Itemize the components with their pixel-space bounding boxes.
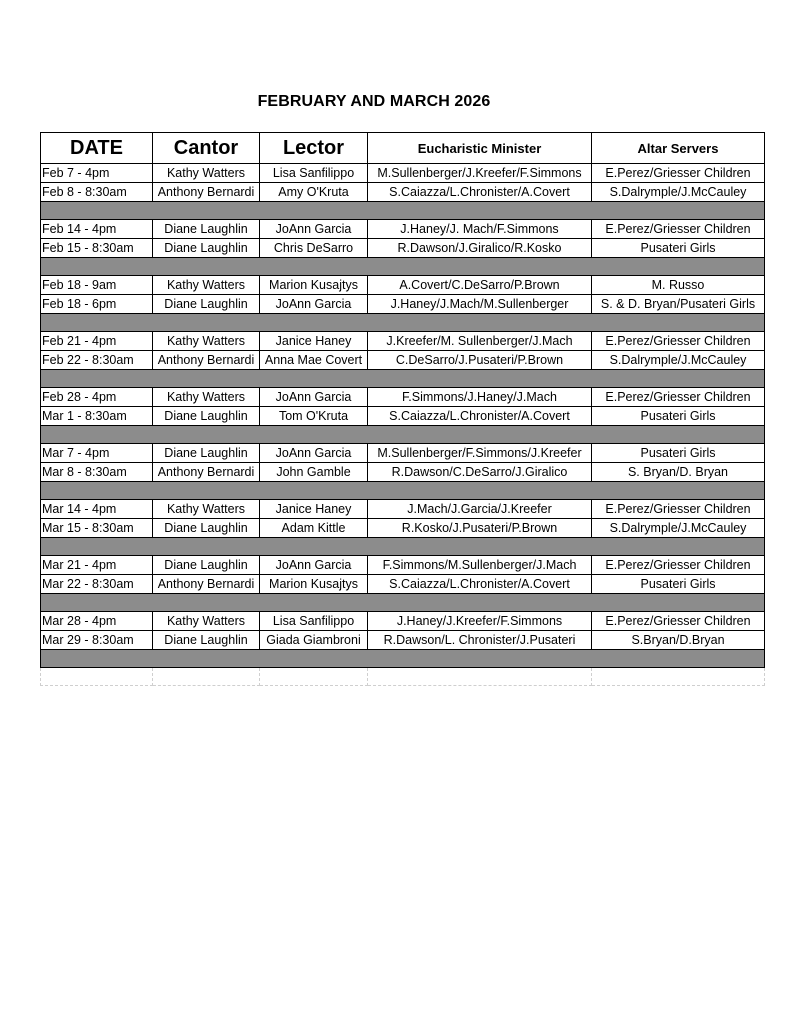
date-cell: Mar 21 - 4pm xyxy=(41,556,153,575)
table-row xyxy=(41,239,765,258)
date-cell: Feb 14 - 4pm xyxy=(41,220,153,239)
cantor-cell: Anthony Bernardi xyxy=(153,351,260,370)
table-row xyxy=(41,519,765,538)
altar-servers-cell: Pusateri Girls xyxy=(592,239,765,258)
cantor-cell: Kathy Watters xyxy=(153,500,260,519)
cantor-cell: Diane Laughlin xyxy=(153,239,260,258)
eucharistic-minister-cell: F.Simmons/M.Sullenberger/J.Mach xyxy=(368,556,592,575)
date-cell: Mar 1 - 8:30am xyxy=(41,407,153,426)
cantor-cell: Diane Laughlin xyxy=(153,407,260,426)
altar-servers-cell: Pusateri Girls xyxy=(592,444,765,463)
cantor-cell: Kathy Watters xyxy=(153,332,260,351)
lector-cell: John Gamble xyxy=(260,463,368,482)
altar-servers-cell: S.Bryan/D.Bryan xyxy=(592,631,765,650)
header-date: DATE xyxy=(41,133,153,164)
separator-row xyxy=(41,538,765,556)
altar-servers-cell: S. & D. Bryan/Pusateri Girls xyxy=(592,295,765,314)
date-cell: Feb 22 - 8:30am xyxy=(41,351,153,370)
table-row xyxy=(41,388,765,407)
altar-servers-cell: Pusateri Girls xyxy=(592,575,765,594)
separator-row xyxy=(41,202,765,220)
eucharistic-minister-cell: J.Haney/J.Mach/M.Sullenberger xyxy=(368,295,592,314)
cantor-cell: Anthony Bernardi xyxy=(153,575,260,594)
table-row xyxy=(41,183,765,202)
eucharistic-minister-cell: C.DeSarro/J.Pusateri/P.Brown xyxy=(368,351,592,370)
header-cantor: Cantor xyxy=(153,133,260,164)
eucharistic-minister-cell: R.Dawson/L. Chronister/J.Pusateri xyxy=(368,631,592,650)
header-lector: Lector xyxy=(260,133,368,164)
lector-cell: JoAnn Garcia xyxy=(260,388,368,407)
lector-cell: Chris DeSarro xyxy=(260,239,368,258)
table-row xyxy=(41,500,765,519)
date-cell: Feb 28 - 4pm xyxy=(41,388,153,407)
cantor-cell: Diane Laughlin xyxy=(153,220,260,239)
cantor-cell: Diane Laughlin xyxy=(153,444,260,463)
table-row xyxy=(41,407,765,426)
lector-cell: Anna Mae Covert xyxy=(260,351,368,370)
altar-servers-cell: M. Russo xyxy=(592,276,765,295)
header-altar-servers: Altar Servers xyxy=(592,133,765,164)
lector-cell: Tom O'Kruta xyxy=(260,407,368,426)
empty-row xyxy=(41,668,765,686)
date-cell: Mar 8 - 8:30am xyxy=(41,463,153,482)
eucharistic-minister-cell: J.Mach/J.Garcia/J.Kreefer xyxy=(368,500,592,519)
altar-servers-cell: E.Perez/Griesser Children xyxy=(592,164,765,183)
date-cell: Feb 8 - 8:30am xyxy=(41,183,153,202)
separator-row xyxy=(41,594,765,612)
table-row xyxy=(41,575,765,594)
separator-row xyxy=(41,650,765,668)
table-row xyxy=(41,612,765,631)
eucharistic-minister-cell: J.Haney/J. Mach/F.Simmons xyxy=(368,220,592,239)
schedule-table xyxy=(40,132,765,686)
date-cell: Mar 15 - 8:30am xyxy=(41,519,153,538)
header-row xyxy=(41,133,765,164)
lector-cell: JoAnn Garcia xyxy=(260,295,368,314)
altar-servers-cell: S.Dalrymple/J.McCauley xyxy=(592,519,765,538)
date-cell: Mar 14 - 4pm xyxy=(41,500,153,519)
lector-cell: Adam Kittle xyxy=(260,519,368,538)
eucharistic-minister-cell: A.Covert/C.DeSarro/P.Brown xyxy=(368,276,592,295)
eucharistic-minister-cell: M.Sullenberger/J.Kreefer/F.Simmons xyxy=(368,164,592,183)
lector-cell: Marion Kusajtys xyxy=(260,276,368,295)
eucharistic-minister-cell: S.Caiazza/L.Chronister/A.Covert xyxy=(368,407,592,426)
altar-servers-cell: E.Perez/Griesser Children xyxy=(592,220,765,239)
cantor-cell: Diane Laughlin xyxy=(153,295,260,314)
altar-servers-cell: E.Perez/Griesser Children xyxy=(592,388,765,407)
altar-servers-cell: E.Perez/Griesser Children xyxy=(592,500,765,519)
separator-row xyxy=(41,426,765,444)
eucharistic-minister-cell: S.Caiazza/L.Chronister/A.Covert xyxy=(368,575,592,594)
lector-cell: Amy O'Kruta xyxy=(260,183,368,202)
table-row xyxy=(41,444,765,463)
table-row xyxy=(41,276,765,295)
date-cell: Feb 18 - 9am xyxy=(41,276,153,295)
table-row xyxy=(41,631,765,650)
lector-cell: JoAnn Garcia xyxy=(260,444,368,463)
separator-row xyxy=(41,314,765,332)
lector-cell: Lisa Sanfilippo xyxy=(260,164,368,183)
eucharistic-minister-cell: J.Haney/J.Kreefer/F.Simmons xyxy=(368,612,592,631)
table-row xyxy=(41,332,765,351)
eucharistic-minister-cell: S.Caiazza/L.Chronister/A.Covert xyxy=(368,183,592,202)
altar-servers-cell: S.Dalrymple/J.McCauley xyxy=(592,183,765,202)
table-row xyxy=(41,351,765,370)
altar-servers-cell: E.Perez/Griesser Children xyxy=(592,612,765,631)
lector-cell: Giada Giambroni xyxy=(260,631,368,650)
separator-row xyxy=(41,482,765,500)
lector-cell: JoAnn Garcia xyxy=(260,556,368,575)
date-cell: Feb 18 - 6pm xyxy=(41,295,153,314)
date-cell: Mar 28 - 4pm xyxy=(41,612,153,631)
date-cell: Mar 7 - 4pm xyxy=(41,444,153,463)
date-cell: Feb 15 - 8:30am xyxy=(41,239,153,258)
altar-servers-cell: E.Perez/Griesser Children xyxy=(592,556,765,575)
lector-cell: Janice Haney xyxy=(260,332,368,351)
lector-cell: Marion Kusajtys xyxy=(260,575,368,594)
table-row xyxy=(41,164,765,183)
eucharistic-minister-cell: M.Sullenberger/F.Simmons/J.Kreefer xyxy=(368,444,592,463)
date-cell: Mar 29 - 8:30am xyxy=(41,631,153,650)
table-row xyxy=(41,220,765,239)
eucharistic-minister-cell: R.Dawson/C.DeSarro/J.Giralico xyxy=(368,463,592,482)
table-row xyxy=(41,556,765,575)
lector-cell: Lisa Sanfilippo xyxy=(260,612,368,631)
lector-cell: JoAnn Garcia xyxy=(260,220,368,239)
lector-cell: Janice Haney xyxy=(260,500,368,519)
eucharistic-minister-cell: R.Kosko/J.Pusateri/P.Brown xyxy=(368,519,592,538)
table-row xyxy=(41,463,765,482)
cantor-cell: Anthony Bernardi xyxy=(153,463,260,482)
separator-row xyxy=(41,370,765,388)
cantor-cell: Kathy Watters xyxy=(153,276,260,295)
header-eucharistic-minister: Eucharistic Minister xyxy=(368,133,592,164)
altar-servers-cell: E.Perez/Griesser Children xyxy=(592,332,765,351)
table-row xyxy=(41,295,765,314)
altar-servers-cell: S. Bryan/D. Bryan xyxy=(592,463,765,482)
date-cell: Feb 7 - 4pm xyxy=(41,164,153,183)
altar-servers-cell: Pusateri Girls xyxy=(592,407,765,426)
cantor-cell: Kathy Watters xyxy=(153,164,260,183)
cantor-cell: Anthony Bernardi xyxy=(153,183,260,202)
date-cell: Feb 21 - 4pm xyxy=(41,332,153,351)
date-cell: Mar 22 - 8:30am xyxy=(41,575,153,594)
eucharistic-minister-cell: R.Dawson/J.Giralico/R.Kosko xyxy=(368,239,592,258)
cantor-cell: Diane Laughlin xyxy=(153,631,260,650)
cantor-cell: Diane Laughlin xyxy=(153,556,260,575)
cantor-cell: Diane Laughlin xyxy=(153,519,260,538)
eucharistic-minister-cell: J.Kreefer/M. Sullenberger/J.Mach xyxy=(368,332,592,351)
cantor-cell: Kathy Watters xyxy=(153,612,260,631)
separator-row xyxy=(41,258,765,276)
altar-servers-cell: S.Dalrymple/J.McCauley xyxy=(592,351,765,370)
page-title: FEBRUARY AND MARCH 2026 xyxy=(257,93,491,110)
cantor-cell: Kathy Watters xyxy=(153,388,260,407)
eucharistic-minister-cell: F.Simmons/J.Haney/J.Mach xyxy=(368,388,592,407)
